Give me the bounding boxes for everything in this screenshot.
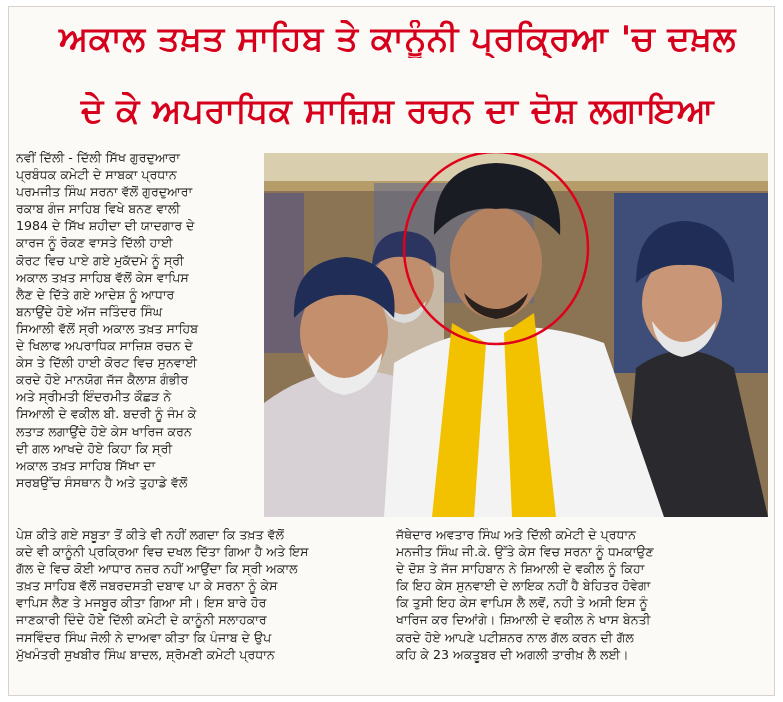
article-line: ਕਹਿ ਕੇ 23 ਅਕਤੂਬਰ ਦੀ ਅਗਲੀ ਤਾਰੀਖ਼ ਲੈ ਲਈ। — [396, 646, 629, 662]
article-line: ਵਾਪਿਸ ਲੈਣ ਤੇ ਮਜਬੂਰ ਕੀਤਾ ਗਿਆ ਸੀ। ਇਸ ਬਾਰੇ ਹੋਰ — [16, 595, 267, 611]
article-line: ਲੈਣ ਦੇ ਦਿੱਤੇ ਗਏ ਆਦੇਸ਼ ਨੂੰ ਆਧਾਰ — [16, 286, 175, 302]
article-line: ਕਦੇ ਵੀ ਕਾਨੂੰਨੀ ਪ੍ਰਕ੍ਰਿਆ ਵਿਚ ਦਖਲ ਦਿੱਤਾ ਗਿਆ ਹੈ ਅਤੇ ਇਸ — [16, 544, 309, 560]
article-line: ਸਿਆਲੀ ਦੇ ਵਕੀਲ ਬੀ. ਬਦਰੀ ਨੂੰ ਜੰਮ ਕੇ — [16, 406, 197, 422]
article-line: ਕੇਸ ਤੇ ਦਿੱਲੀ ਹਾਈ ਕੋਰਟ ਵਿਚ ਸੁਨਵਾਈ — [16, 355, 198, 371]
article-line: ਕਿ ਤੁਸੀ ਇਹ ਕੇਸ ਵਾਪਿਸ ਲੈ ਲਵੋਂ, ਨਹੀ ਤੇ ਅਸੀ ਇਸ ਨੂੰ — [396, 595, 648, 611]
article-line: ਜਸਵਿੰਦਰ ਸਿੰਘ ਜੋਲੀ ਨੇ ਦਾਅਵਾ ਕੀਤਾ ਕਿ ਪੰਜਾਬ ਦੇ ਉਪ — [16, 629, 272, 645]
article-bottom-right — [396, 526, 766, 663]
article-line: ਸਿਆਲੀ ਵੱਲੋਂ ਸ੍ਰੀ ਅਕਾਲ ਤਖ਼ਤ ਸਾਹਿਬ — [16, 320, 199, 336]
article-left-column — [16, 149, 262, 491]
article-line: ਪ੍ਰਬੰਧਕ ਕਮੇਟੀ ਦੇ ਸਾਬਕਾ ਪ੍ਰਧਾਨ — [16, 167, 177, 183]
article-line: ਮੁੱਖਮੰਤਰੀ ਸੁਖਬੀਰ ਸਿੰਘ ਬਾਦਲ, ਸ਼੍ਰੋਮਣੀ ਕਮੇਟੀ ਪ੍ਰਧਾਨ — [16, 646, 275, 662]
article-line: ਦੀ ਗਲ ਆਖਦੇ ਹੋਏ ਕਿਹਾ ਕਿ ਸ੍ਰੀ — [16, 440, 173, 456]
article-line: ਦੇ ਦੋਸ਼ ਤੇ ਜੱਜ ਸਾਹਿਬਾਨ ਨੇ ਸ਼ਿਆਲੀ ਦੇ ਵਕੀਲ ਨੂੰ ਕਿਹਾ — [396, 561, 645, 577]
article-line: ਜੱਥੇਦਾਰ ਅਵਤਾਰ ਸਿੰਘ ਅਤੇ ਦਿੱਲੀ ਕਮੇਟੀ ਦੇ ਪ੍ਰਧਾਨ — [396, 527, 636, 542]
article-line: ਤਖ਼ਤ ਸਾਹਿਬ ਵੱਲੋਂ ਜਬਰਦਸਤੀ ਦਬਾਵ ਪਾ ਕੇ ਸਰਨਾ ਨੂੰ ਕੇਸ — [16, 578, 278, 594]
headline-line-2: ਦੇ ਕੇ ਅਪਰਾਧਿਕ ਸਾਜ਼ਿਸ਼ ਰਚਨ ਦਾ ਦੋਸ਼ ਲਗਾਇਆ — [80, 92, 715, 130]
article-line: ਅਤੇ ਸ੍ਰੀਮਤੀ ਇੰਦਰਮੀਤ ਕੌਛੜ ਨੇ — [16, 389, 172, 405]
article-line: ਪਰਮਜੀਤ ਸਿੰਘ ਸਰਨਾ ਵੱਲੋਂ ਗੁਰਦੁਆਰਾ — [16, 184, 193, 200]
article-line: ਕਰਦੇ ਹੋਏ ਮਾਨਯੋਗ ਜੱਜ ਕੈਲਾਸ਼ ਗੰਭੀਰ — [16, 372, 189, 388]
article-line: ਕਰਦੇ ਹੋਏ ਆਪਣੇ ਪਟੀਸ਼ਨਰ ਨਾਲ ਗੱਲ ਕਰਨ ਦੀ ਗੱਲ — [396, 629, 634, 645]
headline-line-1: ਅਕਾਲ ਤਖ਼ਤ ਸਾਹਿਬ ਤੇ ਕਾਨੂੰਨੀ ਪ੍ਰਕ੍ਰਿਆ 'ਚ ਦਖ਼ਲ — [59, 20, 736, 58]
article-line: ਬਨਾਉਂਦੇ ਹੋਏ ਅੱਜ ਜਤਿੰਦਰ ਸਿੰਘ — [16, 303, 163, 319]
article-line: 1984 ਦੇ ਸਿੱਖ ਸ਼ਹੀਦਾ ਦੀ ਯਾਦਗਾਰ ਦੇ — [16, 218, 195, 234]
article-line: ਕਿ ਇਹ ਕੇਸ ਸੁਨਵਾਈ ਦੇ ਲਾਇਕ ਨਹੀਂ ਹੈ ਬੇਹਿਤਰ ਹੋਵੇਗਾ — [396, 578, 651, 594]
article-line: ਅਕਾਲ ਤਖ਼ਤ ਸਾਹਿਬ ਸਿੱਖਾ ਦਾ — [16, 457, 156, 473]
article-line: ਅਕਾਲ ਤਖ਼ਤ ਸਾਹਿਬ ਵੱਲੋਂ ਕੇਸ ਵਾਪਿਸ — [16, 269, 189, 285]
article-line: ਜਾਣਕਾਰੀ ਦਿੰਦੇ ਹੋਏ ਦਿੱਲੀ ਕਮੇਟੀ ਦੇ ਕਾਨੂੰਨੀ ਸਲਾਹਕਾਰ — [16, 612, 267, 628]
article-line: ਲਤਾੜ ਲਗਾਉਂਦੇ ਹੋਏ ਕੇਸ ਖਾਰਿਜ ਕਰਨ — [16, 423, 192, 439]
article-bottom-left — [16, 526, 381, 663]
article-line: ਦੇ ਖਿਲਾਫ ਅਪਰਾਧਿਕ ਸਾਜ਼ਿਸ਼ ਰਚਨ ਦੇ — [16, 338, 193, 354]
article-line: ਕੋਰਟ ਵਿਚ ਪਾਏ ਗਏ ਮੁਕੱਦਮੇ ਨੂੰ ਸ੍ਰੀ — [16, 252, 184, 268]
article-line: ਨਵੀਂ ਦਿੱਲੀ - ਦਿੱਲੀ ਸਿੱਖ ਗੁਰਦੁਆਰਾ — [16, 150, 180, 165]
article-line: ਰਕਾਬ ਗੰਜ ਸਾਹਿਬ ਵਿਖੇ ਬਨਣ ਵਾਲੀ — [16, 201, 181, 217]
article-line: ਖਾਰਿਜ ਕਰ ਦਿਆਂਗੇ। ਸ਼ਿਆਲੀ ਦੇ ਵਕੀਲ ਨੇ ਖਾਸ ਬੇਨਤੀ — [396, 612, 651, 628]
article-line: ਮਨਜੀਤ ਸਿੰਘ ਜੀ.ਕੇ. ਉੱਤੇ ਕੇਸ ਵਿਚ ਸਰਨਾ ਨੂੰ ਧਮਕਾਉਣ — [396, 544, 654, 560]
news-photo — [264, 153, 768, 517]
article-line: ਗੱਲ ਦੇ ਵਿਚ ਕੋਈ ਆਧਾਰ ਨਜ਼ਰ ਨਹੀਂ ਆਉਂਦਾ ਕਿ ਸ੍ਰੀ ਅਕਾਲ — [16, 561, 298, 577]
article-line: ਪੇਸ਼ ਕੀਤੇ ਗਏ ਸਬੂਤਾ ਤੋਂ ਕੀਤੇ ਵੀ ਨਹੀਂ ਲਗਦਾ ਕਿ ਤਖ਼ਤ ਵੱਲੋਂ — [16, 527, 284, 542]
article-line: ਸਰਬਉੱਚ ਸੰਸਥਾਨ ਹੈ ਅਤੇ ਤੁਹਾਡੇ ਵੱਲੋਂ — [16, 474, 188, 490]
article-line: ਕਾਰਜ ਨੂੰ ਰੋਕਣ ਵਾਸਤੇ ਦਿੱਲੀ ਹਾਈ — [16, 235, 173, 251]
news-photo-image — [264, 153, 768, 517]
